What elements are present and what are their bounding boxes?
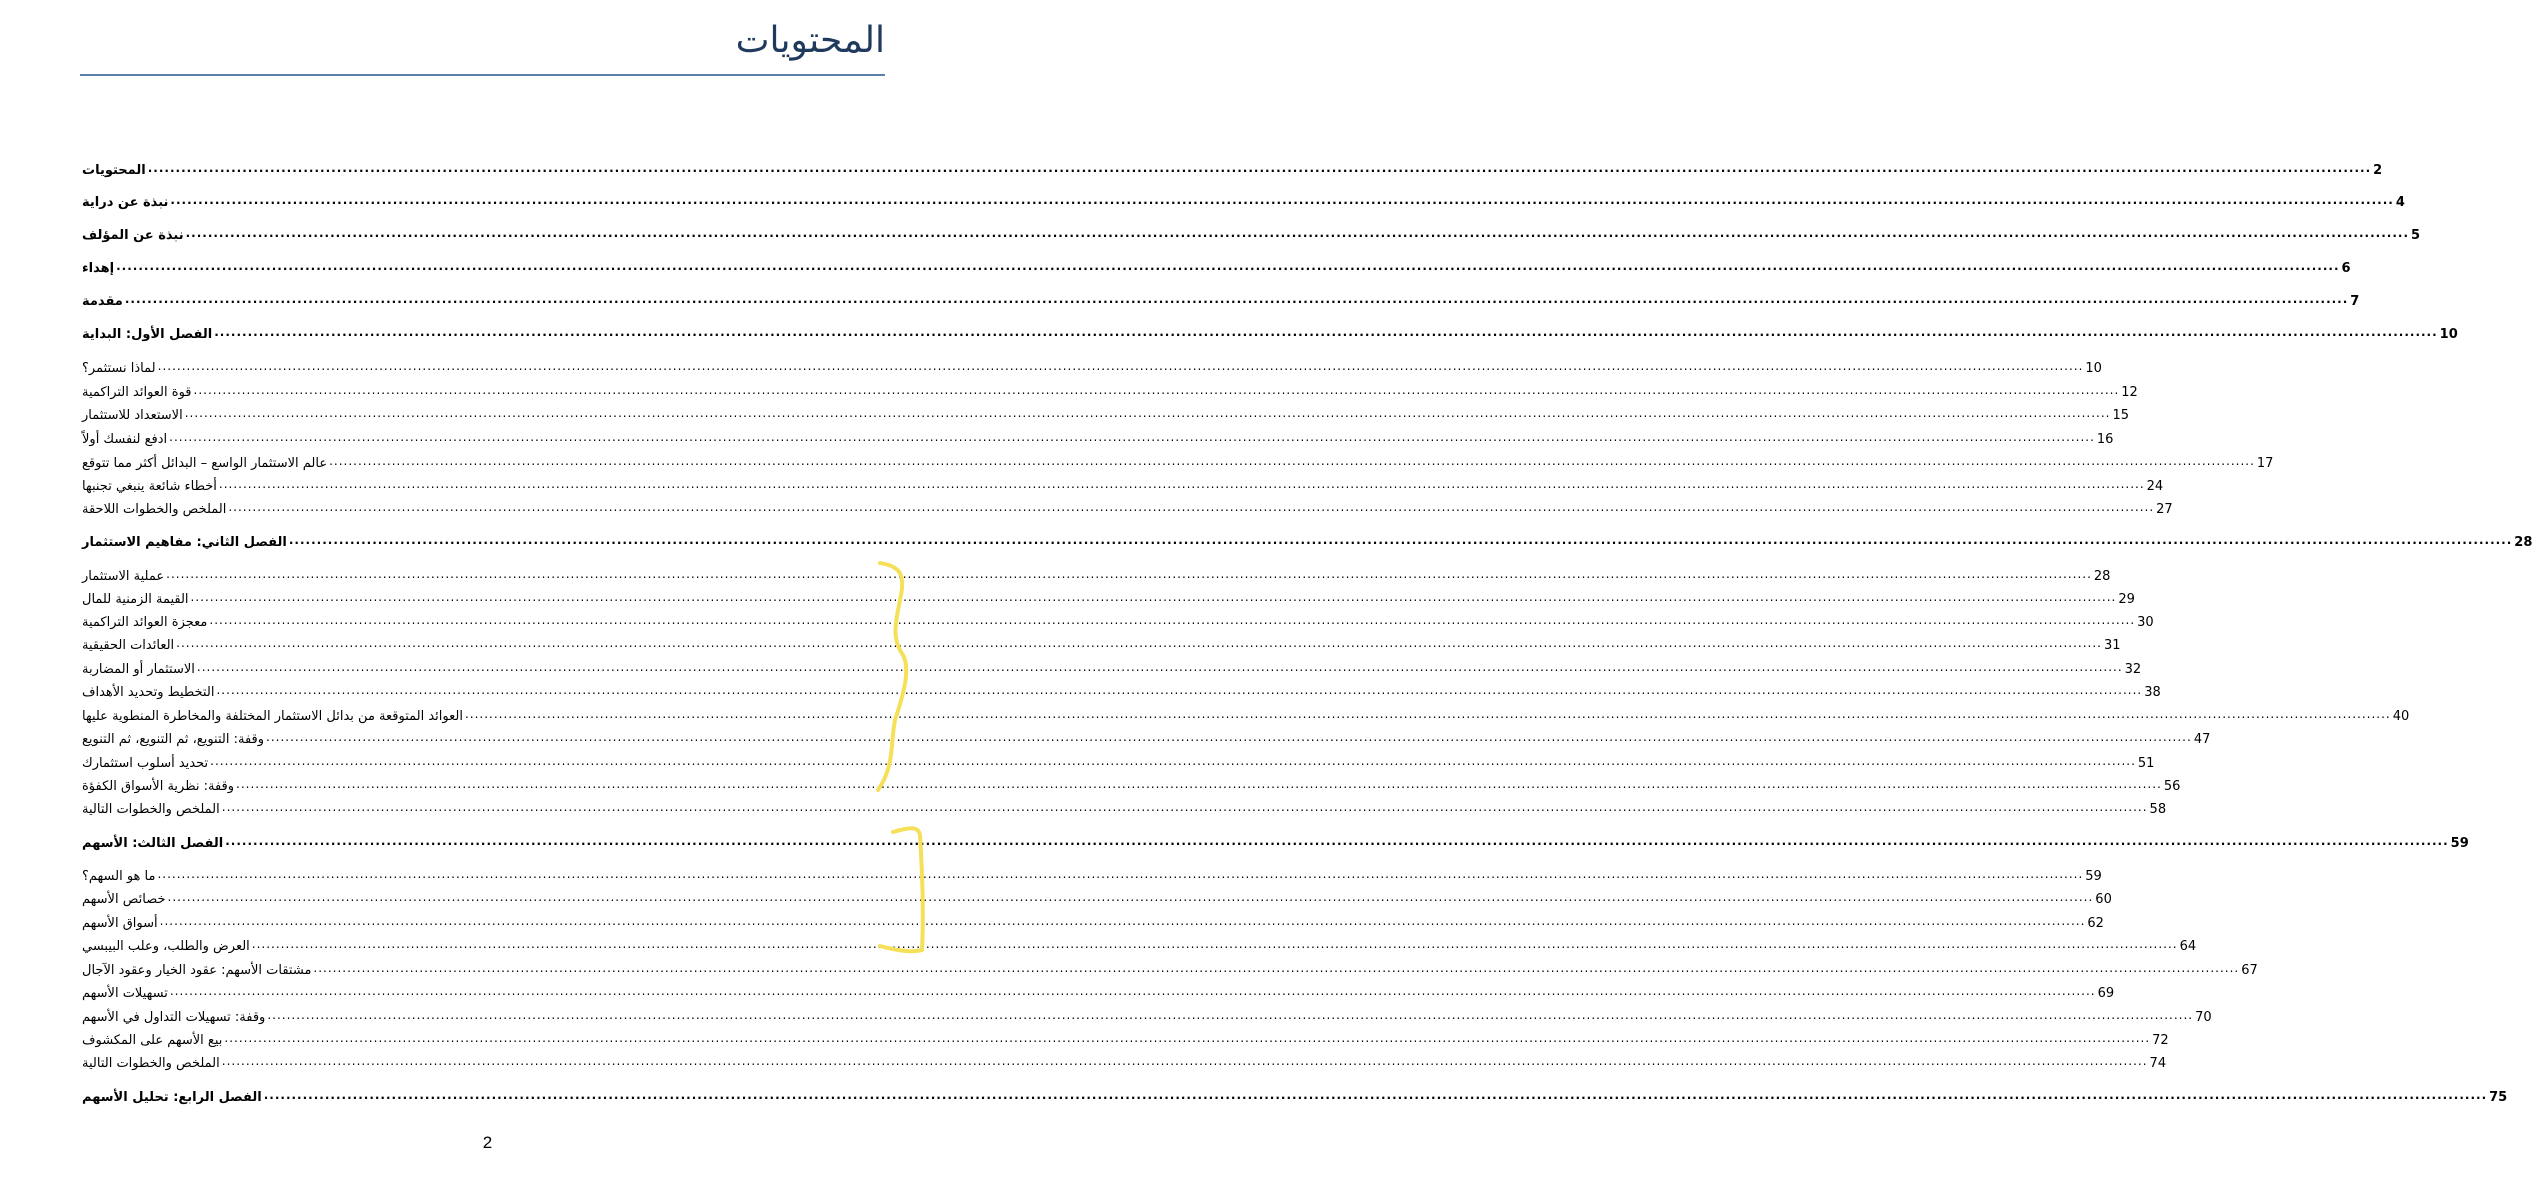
- toc-entry-title: خصائص الأسهم: [82, 892, 166, 907]
- toc-dot-leader: ................................................................................................................................................................................................................................................................................................................................................................................................................: [193, 383, 2120, 397]
- toc-entry-page: 7: [2350, 294, 2360, 309]
- toc-entry-title: بيع الأسهم على المكشوف: [82, 1033, 223, 1048]
- toc-dot-leader: ................................................................................................................................................................................................................................................................................................................................................................................................................: [147, 161, 2372, 175]
- toc-dot-leader: ................................................................................................................................................................................................................................................................................................................................................................................................................: [216, 683, 2143, 697]
- toc-dot-leader: ................................................................................................................................................................................................................................................................................................................................................................................................................: [184, 406, 2111, 420]
- toc-entry-page: 27: [2156, 502, 2173, 517]
- toc-entry-title: ادفع لنفسك أولاً: [82, 432, 168, 447]
- toc-entry-title: نبذة عن دراية: [82, 195, 169, 210]
- toc-entry-title: العائدات الحقيقية: [82, 638, 175, 653]
- toc-entry-page: 60: [2095, 892, 2112, 907]
- toc-entry-page: 64: [2179, 939, 2197, 954]
- toc-entry-page: 5: [2411, 228, 2421, 243]
- toc-dot-leader: ................................................................................................................................................................................................................................................................................................................................................................................................................: [157, 867, 2084, 881]
- toc-entry-page: 72: [2152, 1033, 2169, 1048]
- toc-dot-leader: ................................................................................................................................................................................................................................................................................................................................................................................................................: [190, 590, 2117, 604]
- toc-dot-leader: ................................................................................................................................................................................................................................................................................................................................................................................................................: [288, 533, 2513, 547]
- toc-dot-leader: ................................................................................................................................................................................................................................................................................................................................................................................................................: [236, 777, 2162, 791]
- toc-entry-title: الملخص والخطوات اللاحقة: [82, 502, 227, 517]
- toc-dot-leader: ................................................................................................................................................................................................................................................................................................................................................................................................................: [267, 1008, 2194, 1022]
- toc-entry-page: 56: [2163, 779, 2181, 794]
- toc-dot-leader: ................................................................................................................................................................................................................................................................................................................................................................................................................: [167, 890, 2094, 904]
- toc-entry-title: معجزة العوائد التراكمية: [82, 615, 208, 630]
- toc-entry-page: 2: [2373, 163, 2383, 178]
- toc-entry-title: لماذا نستثمر؟: [82, 361, 156, 376]
- toc-dot-leader: ................................................................................................................................................................................................................................................................................................................................................................................................................: [185, 226, 2410, 240]
- toc-entry-page: 32: [2124, 662, 2142, 677]
- toc-entry-title: تسهيلات الأسهم: [82, 986, 168, 1001]
- page-title: المحتويات: [735, 20, 885, 61]
- toc-dot-leader: ................................................................................................................................................................................................................................................................................................................................................................................................................: [221, 800, 2148, 814]
- toc-entry-page: 28: [2514, 535, 2532, 550]
- toc-entry-title: وقفة: نظرية الأسواق الكفؤة: [82, 779, 235, 794]
- toc-entry-page: 69: [2097, 986, 2115, 1001]
- toc-dot-leader: ................................................................................................................................................................................................................................................................................................................................................................................................................: [224, 1031, 2151, 1045]
- page-number: 2: [482, 1133, 493, 1152]
- toc-entry-title: أخطاء شائعة ينبغي تجنبها: [82, 479, 217, 494]
- toc-dot-leader: ................................................................................................................................................................................................................................................................................................................................................................................................................: [176, 636, 2102, 650]
- toc-dot-leader: ................................................................................................................................................................................................................................................................................................................................................................................................................: [166, 567, 2092, 581]
- toc-entry-title: الاستثمار أو المضاربة: [82, 662, 195, 677]
- toc-entry-title: قوة العوائد التراكمية: [82, 385, 192, 400]
- toc-entry-title: أسواق الأسهم: [82, 916, 158, 931]
- toc-entry-page: 24: [2146, 479, 2164, 494]
- toc-dot-leader: ................................................................................................................................................................................................................................................................................................................................................................................................................: [329, 454, 2255, 468]
- toc-entry-page: 59: [2450, 836, 2469, 851]
- toc-entry-page: 6: [2341, 261, 2351, 276]
- toc-entry-title: وقفة: تسهيلات التداول في الأسهم: [82, 1010, 266, 1025]
- toc-entry-title: الفصل الثالث: الأسهم: [82, 836, 224, 851]
- toc-dot-leader: ................................................................................................................................................................................................................................................................................................................................................................................................................: [313, 961, 2240, 975]
- toc-dot-leader: ................................................................................................................................................................................................................................................................................................................................................................................................................: [266, 730, 2192, 744]
- toc-entry-page: 4: [2395, 195, 2405, 210]
- toc-entry-page: 17: [2256, 456, 2274, 471]
- toc-entry-title: العوائد المتوقعة من بدائل الاستثمار المختلفة والمخاطرة المنطوية عليها: [82, 709, 463, 724]
- toc-entry-title: عالم الاستثمار الواسع – البدائل أكثر مما تتوقع: [82, 456, 328, 471]
- toc-entry-title: الفصل الثاني: مفاهيم الاستثمار: [82, 535, 287, 550]
- toc-entry-page: 15: [2112, 408, 2130, 423]
- toc-entry-title: العرض والطلب، وعلب البيبسي: [82, 939, 250, 954]
- toc-entry-title: القيمة الزمنية للمال: [82, 592, 189, 607]
- toc-entry-title: المحتويات: [82, 163, 146, 178]
- toc-entry-page: 75: [2489, 1090, 2508, 1105]
- toc-entry-title: وقفة: التنويع، ثم التنويع، ثم التنويع: [82, 732, 265, 747]
- toc-entry-page: 38: [2144, 685, 2161, 700]
- toc-entry-page: 29: [2118, 592, 2135, 607]
- toc-dot-leader: ................................................................................................................................................................................................................................................................................................................................................................................................................: [225, 834, 2449, 848]
- toc-entry-title: ما هو السهم؟: [82, 869, 156, 884]
- toc-dot-leader: ................................................................................................................................................................................................................................................................................................................................................................................................................: [214, 325, 2438, 339]
- toc-dot-leader: ................................................................................................................................................................................................................................................................................................................................................................................................................: [124, 292, 2349, 306]
- toc-entry-page: 31: [2103, 638, 2121, 653]
- toc-entry-page: 74: [2149, 1056, 2167, 1071]
- toc-entry-title: التخطيط وتحديد الأهداف: [82, 685, 215, 700]
- toc-entry-title: تحديد أسلوب استثمارك: [82, 756, 209, 771]
- toc-dot-leader: ................................................................................................................................................................................................................................................................................................................................................................................................................: [169, 430, 2095, 444]
- toc-entry-page: 28: [2093, 569, 2111, 584]
- toc-dot-leader: ................................................................................................................................................................................................................................................................................................................................................................................................................: [170, 193, 2394, 207]
- toc-dot-leader: ................................................................................................................................................................................................................................................................................................................................................................................................................: [159, 914, 2086, 928]
- toc-entry-title: نبذة عن المؤلف: [82, 228, 184, 243]
- toc-dot-leader: ................................................................................................................................................................................................................................................................................................................................................................................................................: [263, 1088, 2488, 1102]
- toc-entry-page: 40: [2392, 709, 2410, 724]
- toc-entry-title: الفصل الرابع: تحليل الأسهم: [82, 1090, 262, 1105]
- toc-entry-title: الفصل الأول: البداية: [82, 327, 213, 342]
- toc-entry-page: 51: [2137, 756, 2155, 771]
- highlighter-brace-mark: [878, 563, 906, 790]
- toc-dot-leader: ................................................................................................................................................................................................................................................................................................................................................................................................................: [221, 1054, 2148, 1068]
- toc-entry-page: 62: [2087, 916, 2104, 931]
- toc-dot-leader: ................................................................................................................................................................................................................................................................................................................................................................................................................: [228, 500, 2155, 514]
- highlighter-bracket-mark: [880, 828, 923, 951]
- toc-dot-leader: ................................................................................................................................................................................................................................................................................................................................................................................................................: [218, 477, 2145, 491]
- highlighter-annotations: [0, 0, 975, 1200]
- toc-entry-page: 10: [2439, 327, 2458, 342]
- toc-entry-page: 67: [2241, 963, 2258, 978]
- toc-dot-leader: ................................................................................................................................................................................................................................................................................................................................................................................................................: [210, 754, 2136, 768]
- toc-dot-leader: ................................................................................................................................................................................................................................................................................................................................................................................................................: [209, 613, 2136, 627]
- toc-dot-leader: ................................................................................................................................................................................................................................................................................................................................................................................................................: [196, 660, 2123, 674]
- toc-entry-title: عملية الاستثمار: [82, 569, 165, 584]
- toc-entry-title: إهداء: [82, 261, 115, 276]
- toc-entry-title: مشتقات الأسهم: عقود الخيار وعقود الآجال: [82, 963, 312, 978]
- toc-entry-page: 70: [2195, 1010, 2212, 1025]
- toc-entry-page: 30: [2137, 615, 2154, 630]
- toc-entry-page: 12: [2121, 385, 2138, 400]
- toc-entry-title: مقدمة: [82, 294, 123, 309]
- toc-dot-leader: ................................................................................................................................................................................................................................................................................................................................................................................................................: [251, 937, 2178, 951]
- toc-entry-title: الملخص والخطوات التالية: [82, 802, 220, 817]
- toc-entry-page: 16: [2096, 432, 2114, 447]
- toc-dot-leader: ................................................................................................................................................................................................................................................................................................................................................................................................................: [464, 707, 2391, 721]
- toc-entry-title: الملخص والخطوات التالية: [82, 1056, 220, 1071]
- toc-dot-leader: ................................................................................................................................................................................................................................................................................................................................................................................................................: [157, 359, 2084, 373]
- toc-dot-leader: ................................................................................................................................................................................................................................................................................................................................................................................................................: [169, 984, 2096, 998]
- toc-entry-page: 47: [2193, 732, 2211, 747]
- toc-entry-page: 58: [2149, 802, 2167, 817]
- toc-dot-leader: ................................................................................................................................................................................................................................................................................................................................................................................................................: [116, 259, 2340, 273]
- toc-entry-page: 10: [2085, 361, 2102, 376]
- toc-entry-title: الاستعداد للاستثمار: [82, 408, 183, 423]
- toc-entry-page: 59: [2085, 869, 2102, 884]
